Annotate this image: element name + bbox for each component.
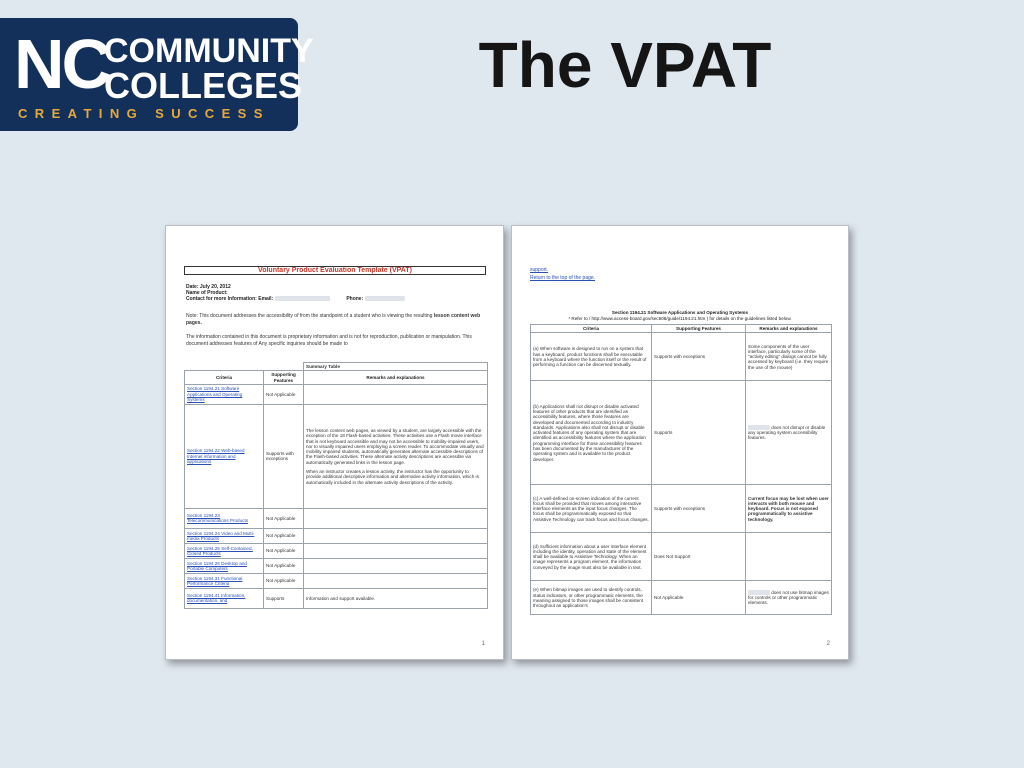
support-cell: Supports [652,381,746,485]
support-cell: Not Applicable [264,573,304,588]
redacted-email [275,296,330,301]
table-row [185,384,488,404]
table-row [185,508,488,528]
remarks-cell: Some components of the user interface, particularly some of the "activity editing" dialogs cannot be fully accessed by keyboard (i.e. they require the use of the mouse) [746,333,832,381]
table-row [185,404,488,508]
criteria-link[interactable]: Section 1194.25 Self-Contained, Closed Products [187,545,253,556]
logo-colleges-text: COLLEGES [104,65,303,106]
col-criteria: Criteria [185,371,264,385]
remarks-cell [304,384,488,404]
summary-table-title: Summary Table [304,363,488,371]
proprietary-info-text: The information contained in this document is proprietary information and is not for reproduction, publication or manipulation. This document addresses features of Any specific inquiries should be made to [186,334,472,347]
phone-label: Phone: [346,296,364,302]
accessibility-note [186,313,486,326]
table-row [531,581,832,615]
criteria-cell: (d) Sufficient information about a user interface element including the identity, operation and state of the element shall be available to Assistive Technology. When an image represents a program element, the information conveyed by the image must also be available in text. [531,533,652,581]
criteria-link[interactable]: Section 1194.31 Functional Performance Criteria [187,575,243,586]
support-cell: Supports [264,588,304,608]
remarks-cell [304,404,488,508]
remarks-cell [304,543,488,558]
note-label: Note: [186,313,198,319]
support-cell: Not Applicable [264,508,304,528]
col-remarks: Remarks and explanations [746,325,832,333]
template-title: Voluntary Product Evaluation Template (VPAT) [184,266,486,275]
remarks-cell [746,581,832,615]
summary-table [184,362,488,609]
criteria-cell: (c) A well-defined on-screen indication of the current focus shall be provided that moves among interactive interface elements as the input focus changes. The focus shall be programmatically exposed so that Assistive Technology can track focus and focus changes. [531,485,652,533]
support-cell: Supports with exceptions [652,333,746,381]
table-row [185,588,488,608]
col-remarks: Remarks and explanations [304,371,488,385]
remarks-cell [304,508,488,528]
page-number: 2 [826,641,830,647]
logo-tagline: CREATING SUCCESS [18,106,270,121]
product-label: Name of Product: [186,290,228,296]
criteria-link[interactable]: Section 1194.26 Desktop and Portable Computers [187,560,247,571]
table-row [531,533,832,581]
remarks-paragraph-2: When an instructor creates a lesson activity, the instructor has the opportunity to provide additional descriptive information and alternative activity information, which is automatically included in the alternate activity descriptions of the activity. [306,468,479,485]
support-cell: Not Applicable [652,581,746,615]
table-row [531,381,832,485]
support-cell: Not Applicable [264,528,304,543]
return-to-top-link[interactable]: Return to the top of the page. [530,275,596,281]
section-header [530,310,830,322]
criteria-cell: (e) When bitmap images are used to identify controls, status indicators, or other programmatic elements, the meaning assigned to those images shall be consistent throughout an application's [531,581,652,615]
support-cell: Not Applicable [264,384,304,404]
section-reference: * Refer to / http://www.access-board.gov/sec508/guide/1194.21.htm ) for details on the guidelines listed below. [568,316,792,321]
slide-title: The VPAT [478,29,772,101]
support-cell: Does Not Support [652,533,746,581]
note-text: This document addresses the accessibility of from the standpoint of a student who is viewing the resulting [199,313,433,319]
remarks-text: does not use bitmap images for controls or other programmatic elements. [748,589,829,606]
remarks-cell [304,528,488,543]
support-cell: Not Applicable [264,543,304,558]
criteria-link[interactable]: Section 1194.41 Information, documentation, and [187,593,246,604]
date-label: Date: [186,284,199,290]
contact-label: Contact for more Information: [186,296,257,302]
redacted-phone [365,296,405,301]
logo-nc-text: NC [14,25,110,103]
date-value: July 20, 2012 [199,284,231,290]
remarks-cell: Current focus may be lost when user interacts with both mouse and keyboard. Focus is not exposed programmatically to assistive technology. [746,485,832,533]
criteria-link[interactable]: Section 1194.22 Web-based Internet information and applications [187,448,245,465]
support-cell: Supports with exceptions [652,485,746,533]
support-cell: Not Applicable [264,558,304,573]
criteria-link[interactable]: Section 1194.23 Telecommunications Products [187,513,249,524]
remarks-cell [304,573,488,588]
vpat-page-1 [165,225,504,660]
page-number: 1 [481,641,485,647]
remarks-paragraph: The lesson content web pages, as viewed by a student, are largely accessible with the exception of the 18 Flash-based activities. These activities use a Flash movie interface that is not keyboard accessible and may not be accessible to mobility-impaired users, nor to visually impaired users employing a screen reader. To accommodate visually and mobility impaired students, automatically generates alternate accessible descriptions of the Flash-based activities. These alternate activity descriptions are accessible via automatically generated links in the lesson page. [306,427,484,465]
table-row [185,528,488,543]
col-supporting: Supporting Features [264,371,304,385]
remarks-cell [746,381,832,485]
remarks-cell: Information and support available. [304,588,488,608]
table-row [185,573,488,588]
vpat-page-2 [511,225,849,660]
table-row [185,558,488,573]
col-supporting: Supporting Features [652,325,746,333]
table-row [185,543,488,558]
remarks-text: does not disrupt or disable any operating system accessibility features. [748,424,826,441]
nc-community-colleges-logo [0,18,314,131]
note-bold: lesson content web pages. [186,313,481,326]
criteria-cell: (a) When software is designed to run on a system that has a keyboard, product functions shall be executable from a keyboard where the function itself or the result of performing a function can be discerned textually. [531,333,652,381]
contact-line [186,296,405,302]
section-title: Section 1194.21 Software Applications and Operating Systems [611,310,749,315]
col-criteria: Criteria [531,325,652,333]
logo-community-text: COMMUNITY [104,32,314,70]
support-link[interactable]: support. [530,267,549,273]
criteria-link[interactable]: Section 1194.21 Software Applications and Operating Systems [187,386,243,403]
table-row [531,333,832,381]
email-label: Email: [258,296,274,302]
support-cell: Supports with exceptions [264,404,304,508]
remarks-cell [746,533,832,581]
table-row [531,485,832,533]
criteria-cell: (b) Applications shall not disrupt or disable activated features of other products that are identified as accessibility features, where those features are developed and documented according to industry standards. Applications also shall not disrupt or disable activated features of any operating system that are identified as accessibility features where the application programming interface for those accessibility features has been documented by the manufacturer of the operating system and is available to the product developer. [531,381,652,485]
page-links [530,266,595,282]
software-criteria-table [530,324,832,615]
remarks-cell [304,558,488,573]
criteria-link[interactable]: Section 1194.24 Video and Multi-media Products [187,530,255,541]
